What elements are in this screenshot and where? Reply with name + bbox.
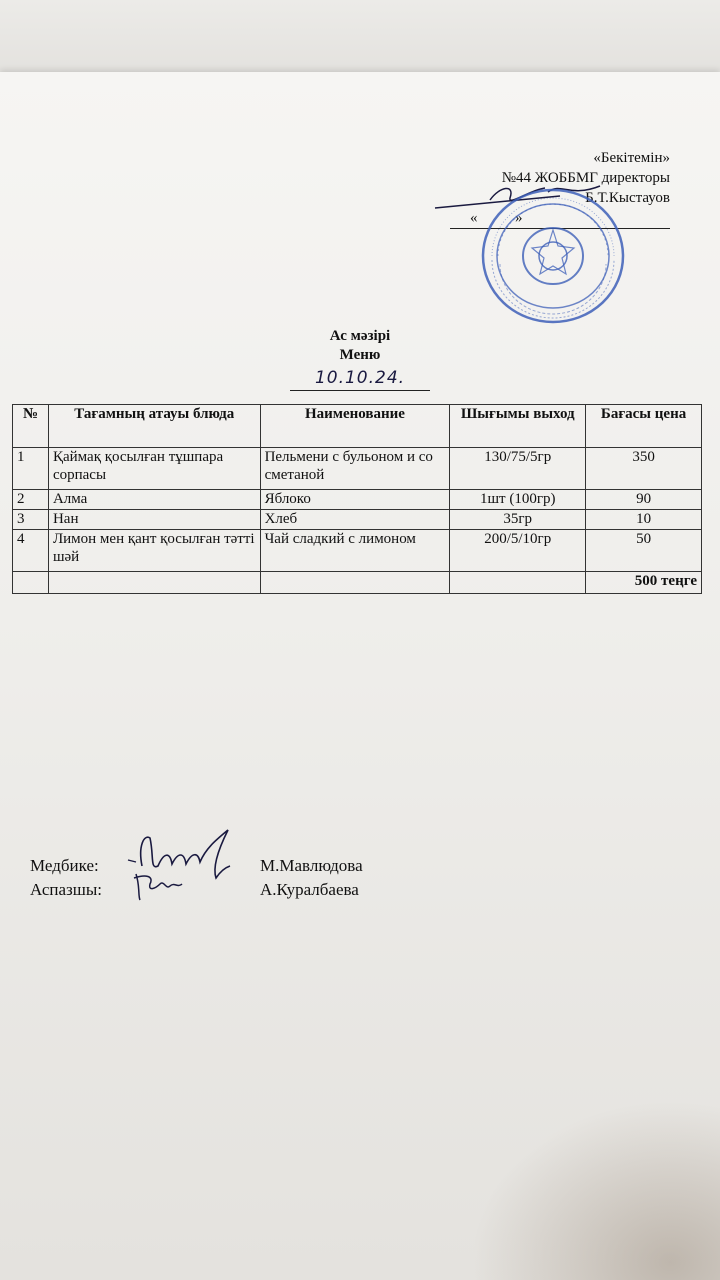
approval-position: №44 ЖОББМГ директоры — [501, 170, 670, 186]
table-row — [13, 490, 702, 510]
header-dish-name-ru: Наименование — [260, 405, 450, 448]
row-number: 3 — [13, 510, 49, 530]
row-number: 4 — [13, 530, 49, 572]
cook-signature — [130, 866, 190, 906]
medic-label: Медбике: — [30, 856, 99, 875]
header-dish-name-kz: Тағамның атауы блюда — [48, 405, 260, 448]
menu-date: 10.10.24. — [290, 368, 430, 391]
title-kz: Ас мәзірі — [329, 328, 391, 344]
row-price: 10 — [586, 510, 702, 530]
header-number: № — [13, 405, 49, 448]
row-dish-ru: Хлеб — [260, 510, 450, 530]
row-dish-kz: Қаймақ қосылған тұшпара сорпасы — [48, 448, 260, 490]
row-price: 50 — [586, 530, 702, 572]
medic-name: М.Мавлюдова — [260, 856, 363, 875]
table-row — [13, 448, 702, 490]
menu-table — [12, 404, 702, 594]
header-price: Бағасы цена — [586, 405, 702, 448]
total-price: 500 теңге — [586, 572, 702, 594]
row-number: 2 — [13, 490, 49, 510]
row-dish-kz: Алма — [48, 490, 260, 510]
approval-heading: «Бекітемін» — [593, 150, 670, 166]
table-row — [13, 510, 702, 530]
official-stamp — [478, 186, 628, 326]
header-output: Шығымы выход — [450, 405, 586, 448]
row-output: 35гр — [450, 510, 586, 530]
row-price: 350 — [586, 448, 702, 490]
table-header-row — [13, 405, 702, 448]
row-number: 1 — [13, 448, 49, 490]
quote-close: » — [515, 210, 523, 226]
row-dish-ru: Яблоко — [260, 490, 450, 510]
approval-director-name: Б.Т.Кыстауов — [585, 190, 670, 206]
row-output: 130/75/5гр — [450, 448, 586, 490]
row-dish-kz: Нан — [48, 510, 260, 530]
row-price: 90 — [586, 490, 702, 510]
row-dish-kz: Лимон мен қант қосылған тәтті шәй — [48, 530, 260, 572]
shadow-overlay — [470, 1100, 720, 1280]
row-dish-ru: Чай сладкий с лимоном — [260, 530, 450, 572]
quote-open: « — [470, 210, 478, 226]
row-output: 1шт (100гр) — [450, 490, 586, 510]
cook-name: А.Куралбаева — [260, 880, 359, 899]
total-row — [13, 572, 702, 594]
table-row — [13, 530, 702, 572]
row-output: 200/5/10гр — [450, 530, 586, 572]
cook-label: Аспазшы: — [30, 880, 102, 899]
row-dish-ru: Пельмени с бульоном и со сметаной — [260, 448, 450, 490]
title-ru: Меню — [339, 347, 381, 363]
